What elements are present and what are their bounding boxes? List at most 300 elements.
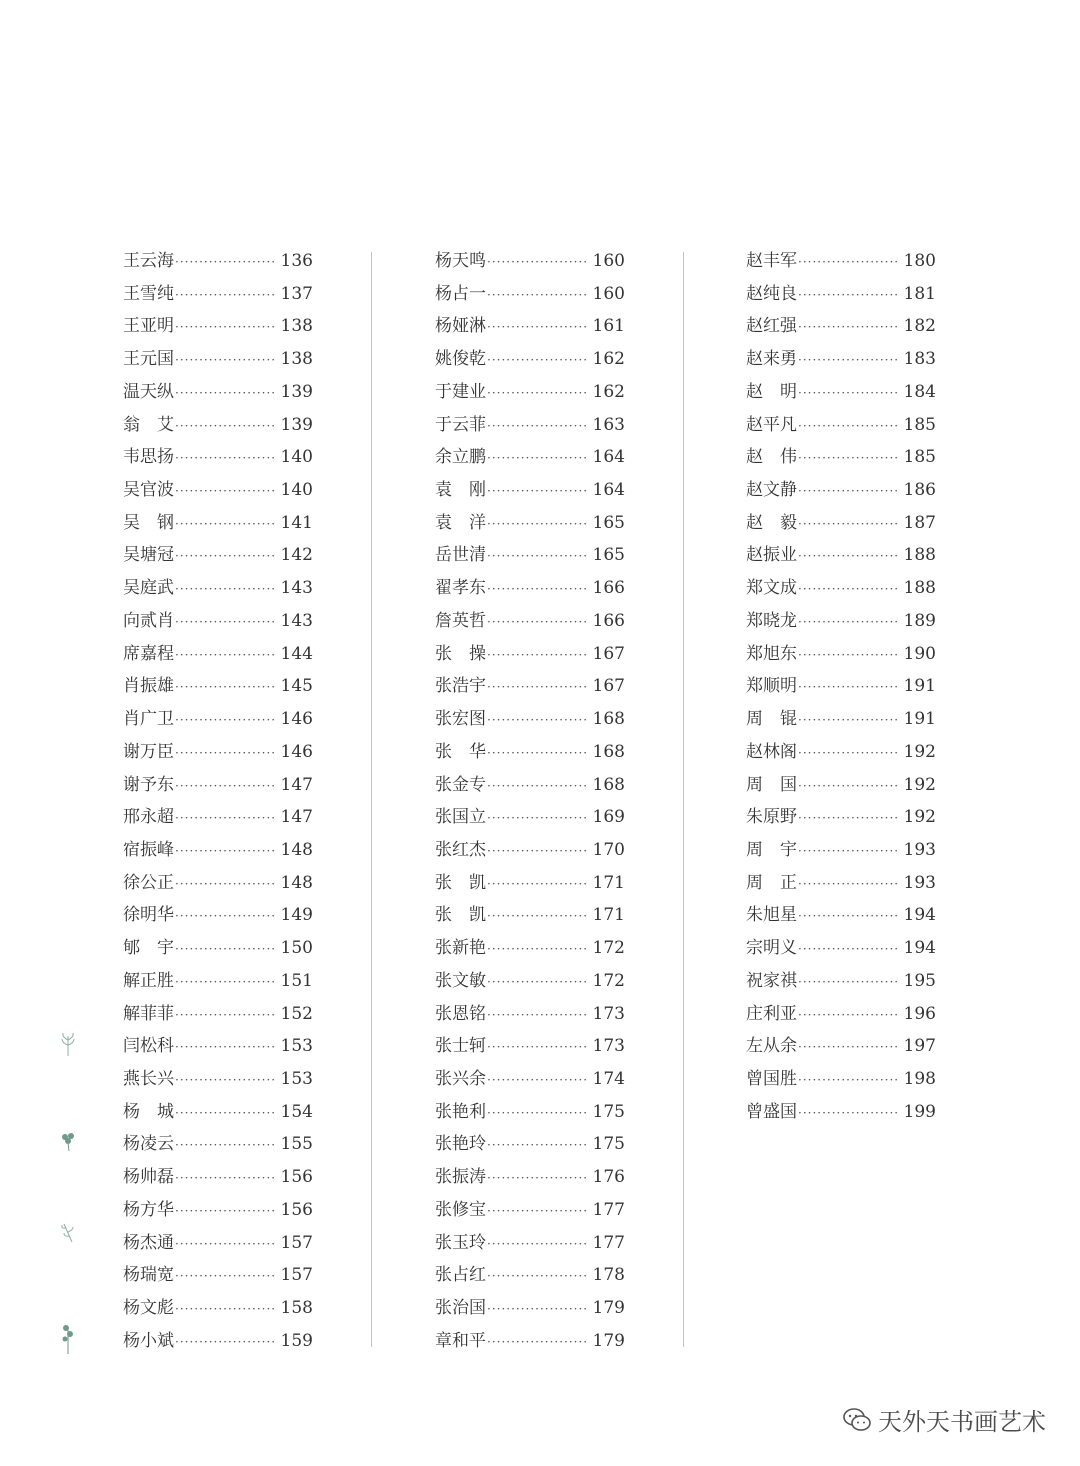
toc-entry-name: 杨娅淋 [435,316,486,337]
toc-entry-page: 158 [280,1298,313,1318]
toc-leader-dots [798,442,900,475]
toc-leader-dots [487,868,589,901]
toc-entry-name: 张艳玲 [435,1134,486,1155]
toc-leader-dots [798,377,900,410]
toc-entry-name: 杨小斌 [123,1330,174,1351]
toc-entry-page: 171 [592,872,625,893]
toc-entry [746,834,936,867]
toc-entry-page: 188 [903,578,936,599]
toc-entry [123,638,313,671]
toc-leader-dots [487,704,589,737]
toc-entry-page: 192 [903,807,936,828]
toc-entry-page: 175 [592,1134,625,1155]
toc-entry-page: 194 [903,938,936,959]
toc-entry-page: 174 [592,1068,625,1089]
toc-entry [746,343,936,376]
toc-entry-name: 赵丰军 [746,251,797,271]
toc-entry [123,1128,313,1161]
toc-entry [435,769,625,802]
toc-entry-name: 向贰肖 [123,610,174,631]
toc-leader-dots [175,540,277,573]
toc-entry-name: 曾盛国 [746,1101,797,1122]
toc-leader-dots [175,770,277,803]
toc-entry [435,998,625,1031]
toc-leader-dots [487,1228,589,1261]
toc-entry [746,670,936,703]
toc-entry-name: 张振涛 [435,1167,486,1188]
toc-entry [123,539,313,572]
toc-leader-dots [487,540,589,573]
toc-entry-page: 162 [592,381,625,402]
toc-entry-name: 闫松科 [123,1036,174,1057]
toc-entry-name: 张艳利 [435,1101,486,1122]
plant-sprig-icon [58,1127,78,1155]
toc-entry-name: 张 凯 [435,905,486,926]
toc-entry-name: 张金专 [435,774,486,795]
toc-entry-name: 曾国胜 [746,1068,797,1089]
toc-entry [435,1063,625,1096]
toc-entry [746,278,936,311]
toc-entry-page: 153 [280,1068,313,1089]
toc-leader-dots [487,246,589,279]
toc-entry-page: 176 [592,1167,625,1188]
toc-entry-name: 张文敏 [435,970,486,991]
toc-entry-name: 赵 明 [746,381,797,402]
toc-entry-page: 161 [592,316,625,337]
toc-leader-dots [487,835,589,868]
toc-entry [123,965,313,998]
toc-entry [435,736,625,769]
toc-entry [123,703,313,736]
toc-entry [746,376,936,409]
toc-entry-page: 198 [903,1068,936,1089]
toc-leader-dots [798,900,900,933]
toc-entry-name: 杨瑞宽 [123,1265,174,1286]
toc-entry [435,1325,625,1358]
toc-entry-name: 张红杰 [435,839,486,860]
toc-leader-dots [487,639,589,672]
toc-entry-name: 杨占一 [435,283,486,304]
toc-entry-page: 183 [903,349,936,370]
toc-entry-page: 164 [592,480,625,501]
toc-entry-name: 徐公正 [123,872,174,893]
toc-leader-dots [175,737,277,770]
toc-entry-name: 韦思扬 [123,447,174,468]
toc-entry-name: 左从余 [746,1036,797,1057]
toc-entry [435,1259,625,1292]
toc-leader-dots [798,966,900,999]
toc-entry-page: 171 [592,905,625,926]
toc-entry [746,572,936,605]
toc-entry-name: 张治国 [435,1298,486,1318]
toc-leader-dots [487,900,589,933]
toc-leader-dots [798,704,900,737]
toc-entry [435,1096,625,1129]
toc-leader-dots [487,1031,589,1064]
toc-leader-dots [175,311,277,344]
toc-entry-page: 147 [280,774,313,795]
toc-entry-name: 吴庭武 [123,578,174,599]
toc-entry [123,278,313,311]
toc-leader-dots [175,1260,277,1293]
toc-entry [435,474,625,507]
toc-entry-page: 165 [592,545,625,566]
toc-leader-dots [175,802,277,835]
toc-entry-name: 姚俊乾 [435,349,486,370]
toc-entry [746,769,936,802]
toc-entry-name: 郑晓龙 [746,610,797,631]
toc-entry-page: 143 [280,610,313,631]
toc-entry-name: 杨帅磊 [123,1167,174,1188]
toc-entry-page: 185 [903,414,936,435]
toc-leader-dots [487,802,589,835]
toc-entry [746,539,936,572]
toc-entry [123,1063,313,1096]
toc-entry-name: 温天纵 [123,381,174,402]
toc-entry-page: 173 [592,1003,625,1024]
toc-leader-dots [175,1031,277,1064]
toc-leader-dots [798,606,900,639]
toc-entry-name: 燕长兴 [123,1068,174,1089]
toc-entry-name: 王雪纯 [123,283,174,304]
toc-entry-name: 张 凯 [435,872,486,893]
toc-entry-name: 杨 城 [123,1101,174,1122]
toc-entry-name: 郑文成 [746,578,797,599]
toc-entry-name: 朱旭星 [746,905,797,926]
toc-entry [123,1161,313,1194]
toc-leader-dots [487,508,589,541]
toc-leader-dots [798,344,900,377]
toc-entry-name: 吴塘冠 [123,545,174,566]
toc-entry [123,507,313,540]
toc-entry [746,409,936,442]
toc-entry-name: 郑顺明 [746,676,797,697]
toc-leader-dots [487,573,589,606]
toc-entry-page: 140 [280,480,313,501]
toc-entry [435,834,625,867]
toc-leader-dots [487,1162,589,1195]
toc-leader-dots [487,671,589,704]
plant-sprig-icon [58,1320,78,1356]
toc-leader-dots [175,606,277,639]
wechat-icon [842,1407,872,1433]
toc-leader-dots [175,1129,277,1162]
toc-entry-page: 179 [592,1298,625,1318]
toc-leader-dots [798,410,900,443]
toc-entry-page: 140 [280,447,313,468]
toc-leader-dots [175,704,277,737]
toc-leader-dots [798,311,900,344]
toc-entry-name: 张浩宇 [435,676,486,697]
toc-entry-page: 168 [592,774,625,795]
toc-entry-name: 王元国 [123,349,174,370]
toc-entry [435,670,625,703]
toc-entry-page: 164 [592,447,625,468]
toc-leader-dots [175,573,277,606]
toc-leader-dots [175,933,277,966]
toc-entry-page: 181 [903,283,936,304]
toc-entry-page: 177 [592,1232,625,1253]
toc-entry-name: 赵红强 [746,316,797,337]
toc-entry-page: 189 [903,610,936,631]
toc-entry [123,670,313,703]
toc-leader-dots [487,966,589,999]
toc-entry-name: 谢万臣 [123,741,174,762]
toc-entry [435,932,625,965]
toc-entry [746,1030,936,1063]
toc-leader-dots [798,802,900,835]
toc-leader-dots [798,508,900,541]
toc-entry-name: 张恩铭 [435,1003,486,1024]
toc-entry-name: 郇 宇 [123,938,174,959]
toc-entry-name: 余立鹏 [435,447,486,468]
toc-entry [435,245,625,278]
toc-entry-name: 杨天鸣 [435,251,486,271]
toc-leader-dots [798,475,900,508]
toc-leader-dots [487,1293,589,1326]
toc-entry [435,1227,625,1260]
toc-leader-dots [175,410,277,443]
toc-entry-name: 周 国 [746,774,797,795]
toc-entry-name: 吴官波 [123,480,174,501]
column-divider [683,252,684,1347]
toc-entry [435,899,625,932]
toc-entry [123,474,313,507]
toc-leader-dots [487,377,589,410]
toc-entry-page: 152 [280,1003,313,1024]
toc-entry-name: 肖振雄 [123,676,174,697]
toc-entry-page: 193 [903,872,936,893]
toc-leader-dots [487,311,589,344]
toc-entry-page: 177 [592,1199,625,1220]
toc-entry-page: 193 [903,839,936,860]
toc-entry-page: 182 [903,316,936,337]
toc-entry-name: 于云菲 [435,414,486,435]
toc-entry-page: 155 [280,1134,313,1155]
watermark [842,1402,1046,1437]
toc-entry-name: 詹英哲 [435,610,486,631]
toc-entry-name: 张占红 [435,1265,486,1286]
toc-leader-dots [798,246,900,279]
toc-entry-page: 168 [592,741,625,762]
toc-leader-dots [175,1195,277,1228]
toc-entry-name: 周 宇 [746,839,797,860]
toc-entry [746,867,936,900]
toc-entry-name: 张士轲 [435,1036,486,1057]
toc-entry [746,507,936,540]
toc-entry-page: 166 [592,610,625,631]
toc-entry [746,998,936,1031]
toc-entry-name: 祝家祺 [746,970,797,991]
toc-entry [123,834,313,867]
toc-leader-dots [798,868,900,901]
toc-entry-page: 180 [903,251,936,271]
toc-leader-dots [487,442,589,475]
toc-entry-name: 周 正 [746,872,797,893]
toc-entry [435,1128,625,1161]
toc-leader-dots [175,475,277,508]
toc-entry-name: 张兴余 [435,1068,486,1089]
toc-leader-dots [175,1293,277,1326]
toc-entry-name: 张 华 [435,741,486,762]
toc-entry [746,965,936,998]
toc-entry [123,899,313,932]
toc-entry-page: 170 [592,839,625,860]
toc-entry [123,1030,313,1063]
toc-leader-dots [175,999,277,1032]
toc-entry-page: 199 [903,1101,936,1122]
toc-entry-name: 解正胜 [123,970,174,991]
toc-entry [123,1259,313,1292]
toc-leader-dots [798,1097,900,1130]
toc-entry [746,736,936,769]
toc-entry-page: 159 [280,1330,313,1351]
toc-entry [435,638,625,671]
toc-leader-dots [487,279,589,312]
toc-column-1 [123,245,313,1357]
toc-leader-dots [175,377,277,410]
toc-entry-name: 吴 钢 [123,512,174,533]
toc-entry [746,605,936,638]
toc-entry-name: 赵振业 [746,545,797,566]
toc-entry-name: 朱原野 [746,807,797,828]
toc-entry [123,343,313,376]
toc-leader-dots [798,1064,900,1097]
toc-entry-page: 167 [592,676,625,697]
toc-entry [123,769,313,802]
toc-entry [435,1161,625,1194]
toc-leader-dots [798,835,900,868]
toc-entry [746,932,936,965]
toc-leader-dots [487,606,589,639]
toc-entry [123,1194,313,1227]
toc-entry-name: 宿振峰 [123,839,174,860]
toc-leader-dots [175,868,277,901]
toc-entry-name: 于建业 [435,381,486,402]
toc-leader-dots [798,671,900,704]
toc-entry [746,1096,936,1129]
toc-leader-dots [487,770,589,803]
toc-entry-name: 徐明华 [123,905,174,926]
toc-entry-page: 156 [280,1199,313,1220]
toc-entry-page: 173 [592,1036,625,1057]
toc-leader-dots [175,639,277,672]
toc-entry-name: 翁 艾 [123,414,174,435]
toc-entry [746,245,936,278]
toc-entry [123,801,313,834]
toc-entry-page: 188 [903,545,936,566]
toc-entry-page: 167 [592,643,625,664]
toc-entry [123,1325,313,1358]
toc-entry-page: 191 [903,676,936,697]
toc-entry-name: 张宏图 [435,709,486,730]
toc-leader-dots [175,1326,277,1359]
watermark-text: 天外天书画艺术 [878,1408,1046,1436]
toc-leader-dots [798,279,900,312]
toc-entry-page: 157 [280,1232,313,1253]
toc-entry [123,245,313,278]
toc-entry-page: 150 [280,938,313,959]
toc-entry-name: 张 操 [435,643,486,664]
toc-entry [123,932,313,965]
toc-leader-dots [798,933,900,966]
toc-entry-name: 杨文彪 [123,1298,174,1318]
toc-entry [435,965,625,998]
toc-entry-name: 邢永超 [123,807,174,828]
toc-leader-dots [487,1129,589,1162]
toc-entry-page: 196 [903,1003,936,1024]
toc-entry-name: 章和平 [435,1330,486,1351]
toc-entry-name: 岳世清 [435,545,486,566]
toc-entry [435,539,625,572]
toc-entry-name: 赵林阁 [746,741,797,762]
toc-entry-name: 宗明义 [746,938,797,959]
toc-entry-name: 解菲菲 [123,1003,174,1024]
toc-entry-page: 162 [592,349,625,370]
toc-entry [435,1030,625,1063]
toc-entry-page: 139 [280,414,313,435]
toc-entry-name: 郑旭东 [746,643,797,664]
toc-leader-dots [487,933,589,966]
toc-entry-page: 142 [280,545,313,566]
toc-leader-dots [487,1195,589,1228]
toc-entry-name: 周 锟 [746,709,797,730]
toc-entry-name: 赵来勇 [746,349,797,370]
toc-entry-page: 139 [280,381,313,402]
toc-entry-page: 137 [280,283,313,304]
toc-entry [123,1096,313,1129]
toc-entry [435,801,625,834]
toc-entry [123,409,313,442]
toc-entry-page: 179 [592,1330,625,1351]
toc-leader-dots [175,279,277,312]
toc-entry [435,1292,625,1325]
toc-entry [435,376,625,409]
toc-leader-dots [798,999,900,1032]
toc-leader-dots [487,1097,589,1130]
toc-entry [746,441,936,474]
toc-entry [435,310,625,343]
toc-entry [746,474,936,507]
toc-leader-dots [175,835,277,868]
toc-entry-page: 186 [903,480,936,501]
toc-entry-name: 赵纯良 [746,283,797,304]
toc-entry [123,572,313,605]
toc-entry-page: 163 [592,414,625,435]
toc-entry-page: 146 [280,741,313,762]
plant-sprig-icon [58,1220,78,1248]
plant-sprig-icon [58,1030,78,1058]
toc-entry-page: 138 [280,316,313,337]
toc-entry-page: 192 [903,774,936,795]
toc-entry-page: 178 [592,1265,625,1286]
toc-entry-page: 157 [280,1265,313,1286]
toc-entry-page: 146 [280,709,313,730]
toc-leader-dots [175,1162,277,1195]
toc-entry [123,736,313,769]
toc-leader-dots [175,900,277,933]
toc-entry-page: 172 [592,970,625,991]
toc-entry [123,605,313,638]
toc-entry-name: 袁 洋 [435,512,486,533]
toc-entry-name: 张修宝 [435,1199,486,1220]
toc-entry-page: 185 [903,447,936,468]
toc-entry-name: 赵平凡 [746,414,797,435]
toc-entry-name: 张国立 [435,807,486,828]
toc-leader-dots [175,966,277,999]
toc-entry-name: 王亚明 [123,316,174,337]
toc-entry-name: 王云海 [123,251,174,271]
